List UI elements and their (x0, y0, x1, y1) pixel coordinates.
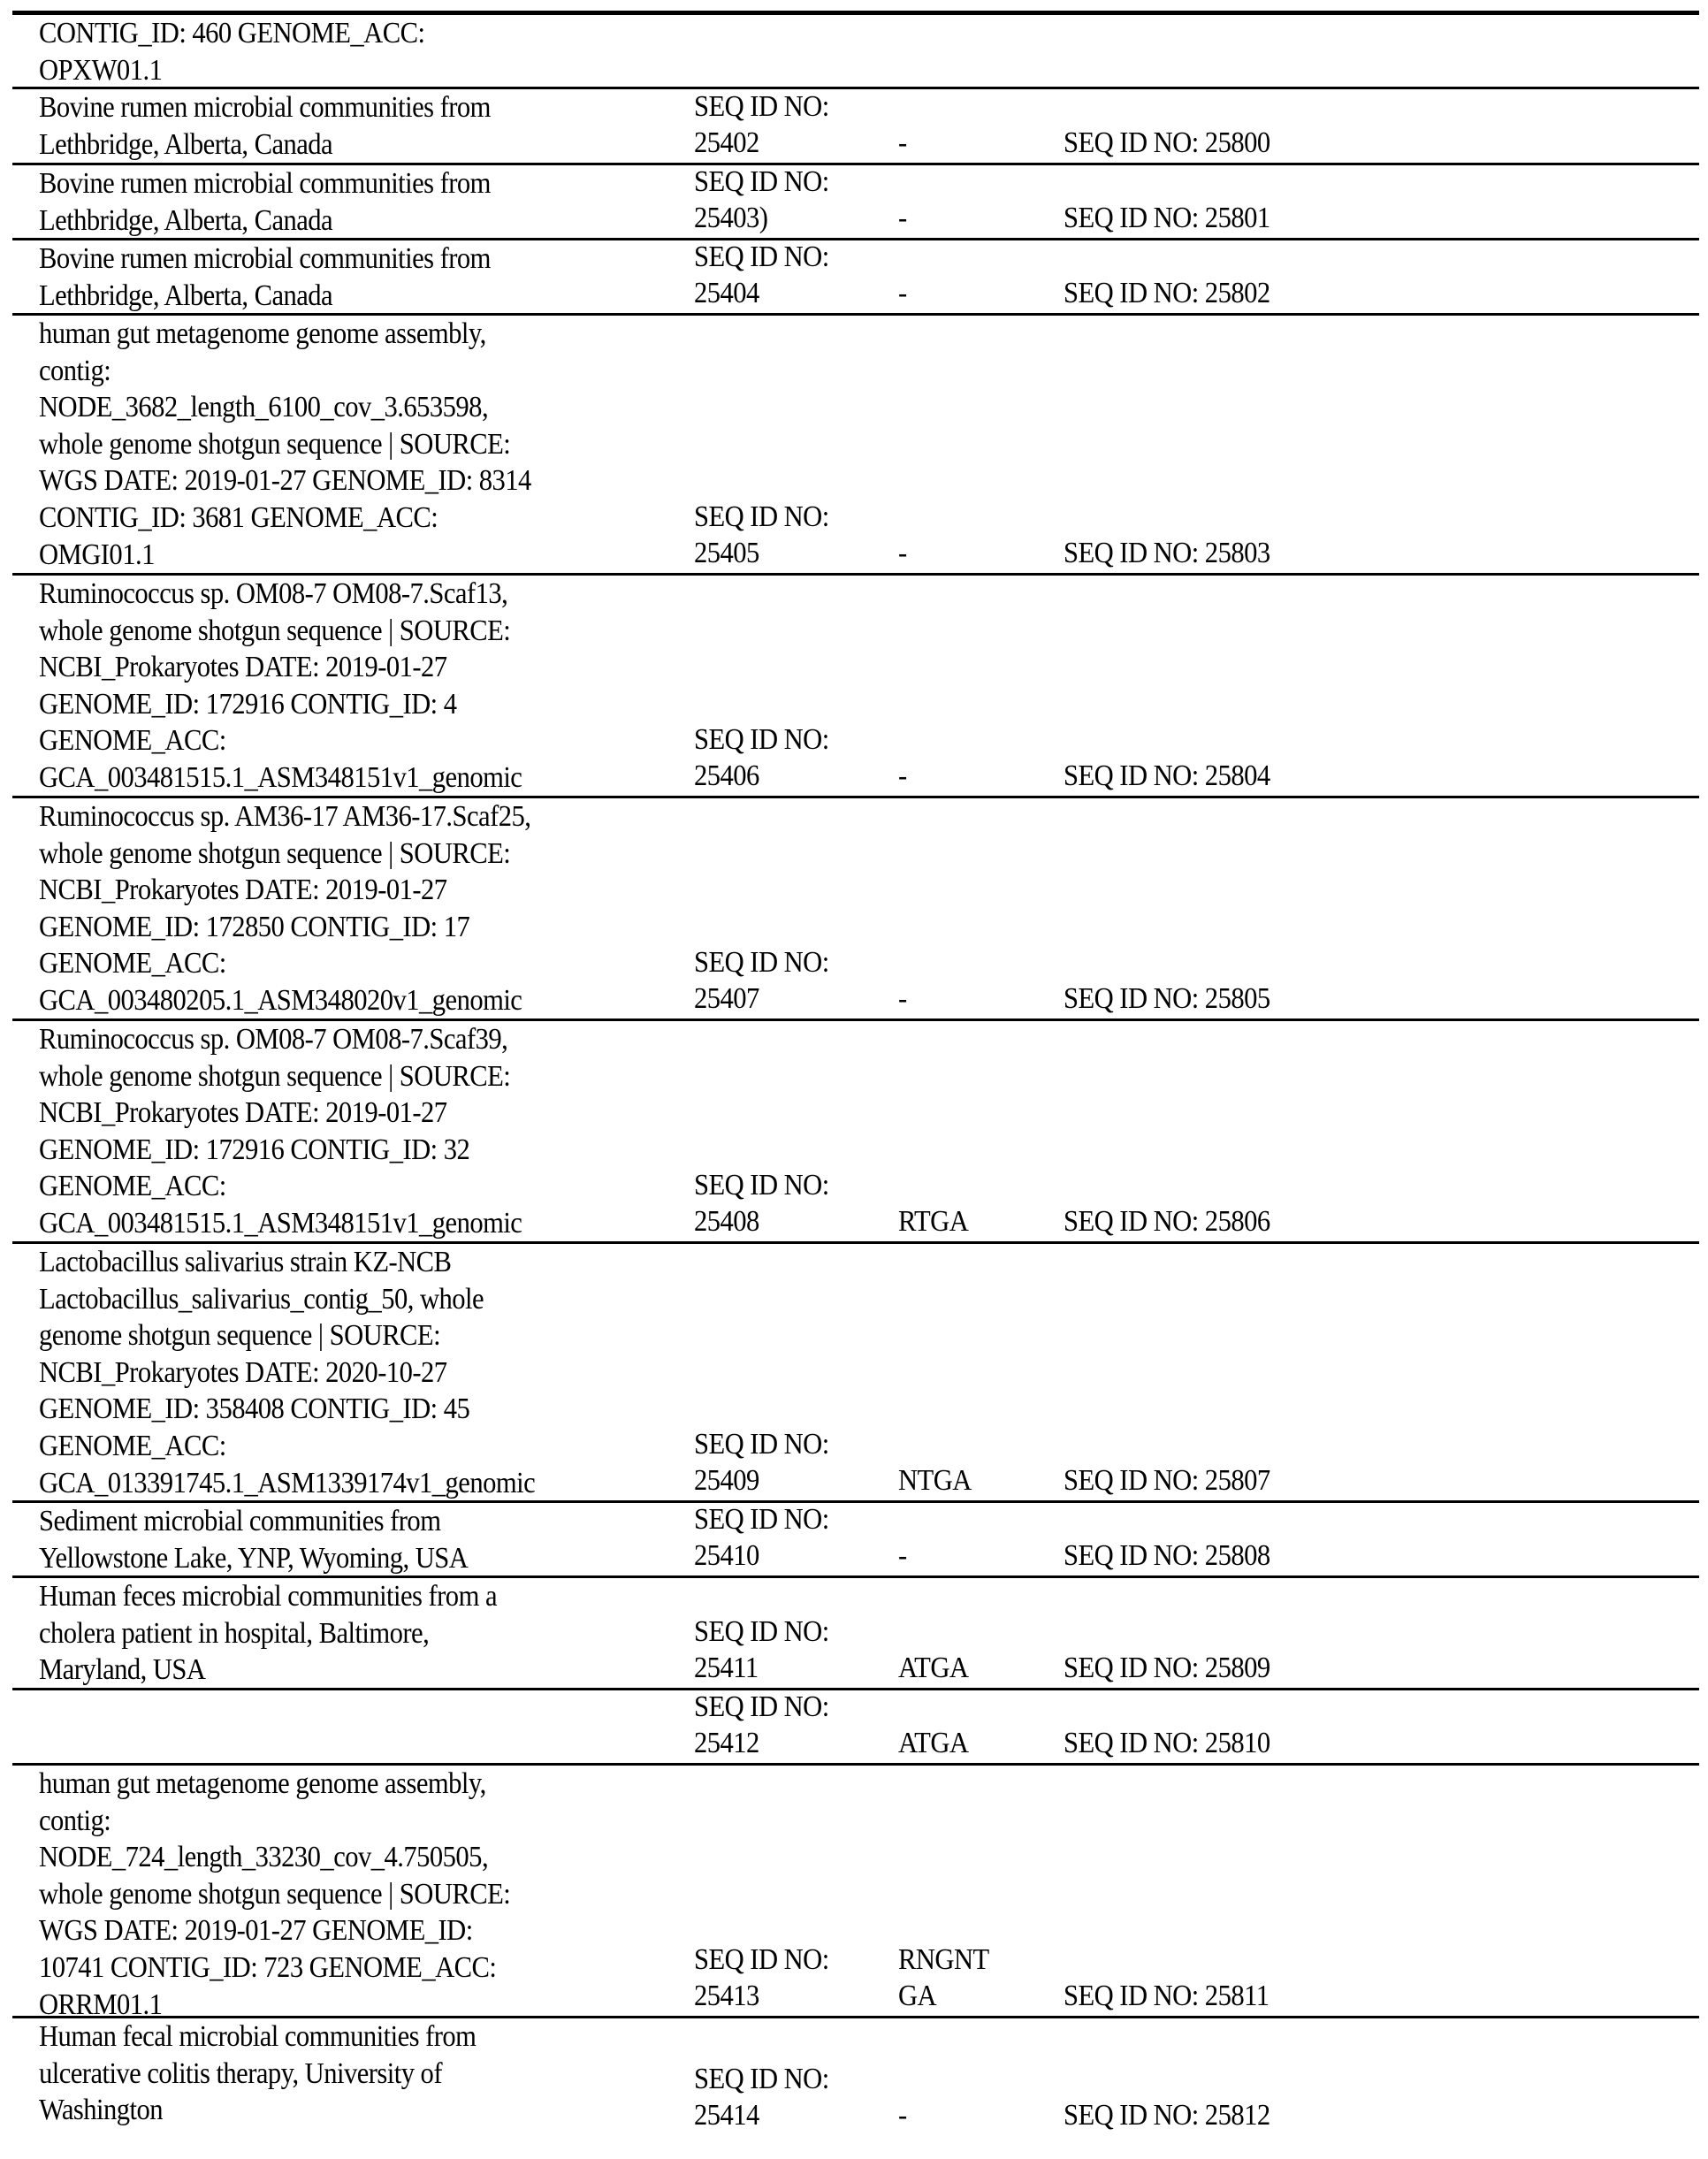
cell-protein-seq-id: SEQ ID NO: 25800 (1064, 125, 1270, 162)
cell-description: Sediment microbial communities from Yellowstone Lake, YNP, Wyoming, USA (39, 1503, 644, 1576)
cell-seq-id: SEQ ID NO: 25410 (694, 1501, 829, 1575)
cell-protein-seq-id: SEQ ID NO: 25805 (1064, 980, 1270, 1018)
cell-motif: - (898, 275, 907, 312)
cell-description: Bovine rumen microbial communities from Lethbridge, Alberta, Canada (39, 165, 644, 239)
table-row (12, 1503, 1699, 1578)
cell-description: Bovine rumen microbial communities from Lethbridge, Alberta, Canada (39, 89, 644, 163)
cell-description: Ruminococcus sp. OM08-7 OM08-7.Scaf39, whole genome shotgun sequence | SOURCE: NCBI_Prokaryotes DATE: 2019-01-27 GENOME_ID: 172916 CONTIG_ID: 32 GENOME_ACC: GCA_003481515.1_ASM348151v1_genomic (39, 1021, 644, 1242)
cell-protein-seq-id: SEQ ID NO: 25807 (1064, 1462, 1270, 1499)
cell-motif: ATGA (898, 1725, 968, 1762)
cell-seq-id: SEQ ID NO: 25402 (694, 88, 829, 162)
cell-motif: - (898, 2097, 907, 2134)
cell-motif: - (898, 1537, 907, 1575)
table-row (12, 576, 1699, 798)
cell-seq-id: SEQ ID NO: 25414 (694, 2061, 829, 2134)
table-row (12, 1021, 1699, 1244)
cell-protein-seq-id: SEQ ID NO: 25812 (1064, 2097, 1270, 2134)
cell-protein-seq-id: SEQ ID NO: 25804 (1064, 758, 1270, 795)
cell-protein-seq-id: SEQ ID NO: 25801 (1064, 200, 1270, 237)
table-row (12, 798, 1699, 1021)
cell-protein-seq-id: SEQ ID NO: 25803 (1064, 535, 1270, 572)
cell-description: Human fecal microbial communities from ulcerative colitis therapy, University of Washington (39, 2018, 644, 2129)
table-row (12, 2018, 1699, 2135)
cell-description: Lactobacillus salivarius strain KZ-NCB Lactobacillus_salivarius_contig_50, whole genome shotgun sequence | SOURCE: NCBI_Prokaryotes DATE: 2020-10-27 GENOME_ID: 358408 CONTIG_ID: 45 GENOME_ACC: GCA_013391745.1_ASM1339174v1_genomic (39, 1244, 644, 1501)
cell-motif: - (898, 980, 907, 1018)
cell-protein-seq-id: SEQ ID NO: 25806 (1064, 1203, 1270, 1240)
cell-seq-id: SEQ ID NO: 25409 (694, 1426, 829, 1499)
cell-protein-seq-id: SEQ ID NO: 25811 (1064, 1978, 1269, 2015)
sequence-table (12, 11, 1699, 2135)
cell-protein-seq-id: SEQ ID NO: 25808 (1064, 1537, 1270, 1575)
cell-seq-id: SEQ ID NO: 25408 (694, 1167, 829, 1240)
cell-motif: - (898, 125, 907, 162)
cell-motif: - (898, 535, 907, 572)
cell-motif: RNGNT GA (898, 1942, 989, 2015)
cell-motif: - (898, 200, 907, 237)
cell-description: Human feces microbial communities from a cholera patient in hospital, Baltimore, Maryland, USA (39, 1578, 644, 1689)
cell-description: CONTIG_ID: 460 GENOME_ACC: OPXW01.1 (39, 15, 644, 88)
cell-description: human gut metagenome genome assembly, contig: NODE_3682_length_6100_cov_3.653598, whole genome shotgun sequence | SOURCE: WGS DATE: 2019-01-27 GENOME_ID: 8314 CONTIG_ID: 3681 GENOME_ACC: OMGI01.1 (39, 316, 644, 573)
cell-protein-seq-id: SEQ ID NO: 25810 (1064, 1725, 1270, 1762)
cell-seq-id: SEQ ID NO: 25405 (694, 499, 829, 572)
cell-motif: NTGA (898, 1462, 972, 1499)
table-row (12, 1766, 1699, 2018)
cell-seq-id: SEQ ID NO: 25406 (694, 721, 829, 795)
cell-protein-seq-id: SEQ ID NO: 25809 (1064, 1650, 1270, 1687)
cell-motif: ATGA (898, 1650, 968, 1687)
cell-seq-id: SEQ ID NO: 25411 (694, 1614, 829, 1687)
cell-seq-id: SEQ ID NO: 25407 (694, 944, 829, 1018)
table-row (12, 15, 1699, 89)
table-row (12, 89, 1699, 165)
table-row (12, 1244, 1699, 1503)
cell-motif: RTGA (898, 1203, 968, 1240)
cell-seq-id: SEQ ID NO: 25403) (694, 164, 829, 237)
cell-seq-id: SEQ ID NO: 25413 (694, 1942, 829, 2015)
cell-description: Bovine rumen microbial communities from Lethbridge, Alberta, Canada (39, 240, 644, 314)
table-row (12, 240, 1699, 316)
table-row (12, 1690, 1699, 1766)
cell-seq-id: SEQ ID NO: 25412 (694, 1689, 829, 1762)
table-row (12, 165, 1699, 240)
cell-description: human gut metagenome genome assembly, contig: NODE_724_length_33230_cov_4.750505, whole genome shotgun sequence | SOURCE: WGS DATE: 2019-01-27 GENOME_ID: 10741 CONTIG_ID: 723 GENOME_ACC: ORRM01.1 (39, 1766, 644, 2023)
table-row (12, 316, 1699, 576)
cell-description: Ruminococcus sp. OM08-7 OM08-7.Scaf13, whole genome shotgun sequence | SOURCE: NCBI_Prokaryotes DATE: 2019-01-27 GENOME_ID: 172916 CONTIG_ID: 4 GENOME_ACC: GCA_003481515.1_ASM348151v1_genomic (39, 576, 644, 797)
cell-protein-seq-id: SEQ ID NO: 25802 (1064, 275, 1270, 312)
table-row (12, 1578, 1699, 1690)
cell-description: Ruminococcus sp. AM36-17 AM36-17.Scaf25, whole genome shotgun sequence | SOURCE: NCBI_Prokaryotes DATE: 2019-01-27 GENOME_ID: 172850 CONTIG_ID: 17 GENOME_ACC: GCA_003480205.1_ASM348020v1_genomic (39, 798, 644, 1019)
cell-seq-id: SEQ ID NO: 25404 (694, 239, 829, 312)
cell-motif: - (898, 758, 907, 795)
